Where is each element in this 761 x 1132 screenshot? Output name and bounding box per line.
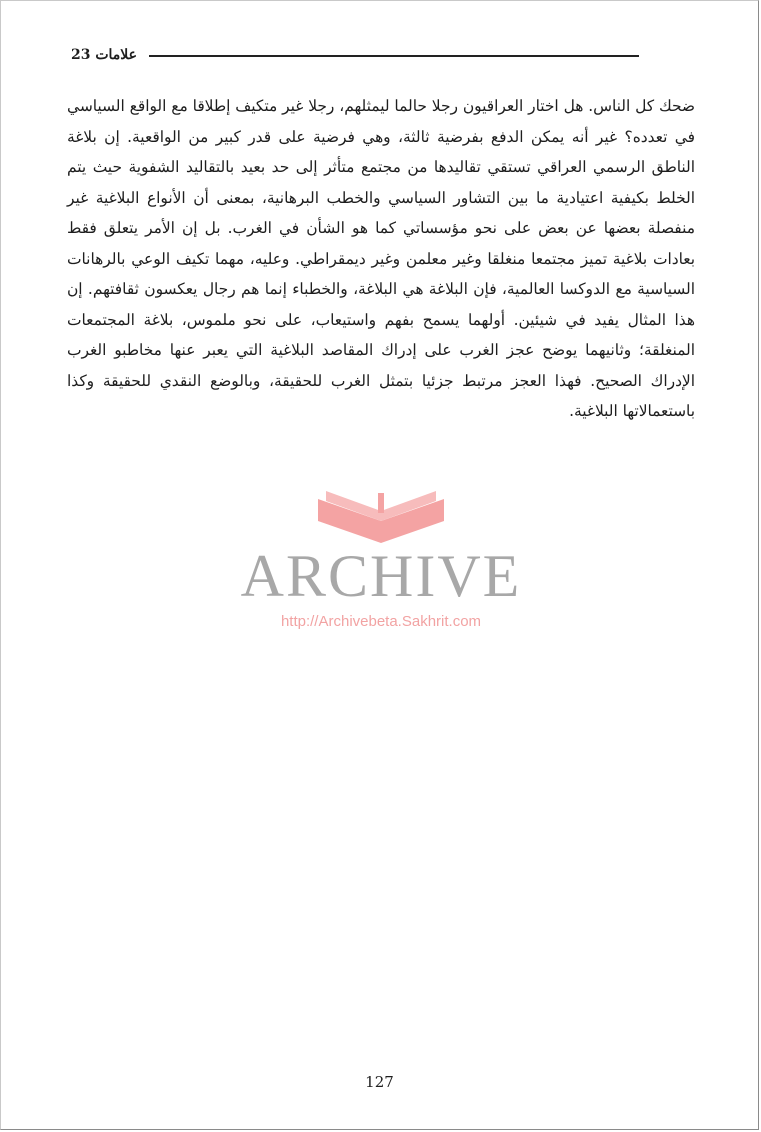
running-title: علامات 23: [71, 47, 138, 63]
header-rule: [149, 55, 639, 57]
watermark-word: ARCHIVE: [240, 543, 522, 609]
watermark-url: http://Archivebeta.Sakhrit.com: [280, 613, 482, 630]
page-number: 127: [365, 1073, 394, 1091]
running-header: [71, 45, 641, 73]
paragraph: ضحك كل الناس. هل اختار العراقيون رجلا حالما ليمثلهم، رجلا غير متكيف إطلاقا مع الواقع السياسي في تعدده؟ غير أنه يمكن الدفع بفرضية ثالثة، وهي فرضية على قدر كبير من الواقعية. إن بلاغة الناطق الرسمي العراقي تستقي تقاليدها من مجتمع متأثر إلى حد بعيد بالتقاليد الشفوية حيث يتم الخلط بكيفية اعتيادية ما بين التشاور السياسي والخطب البرهانية، بمعنى أن الأنواع البلاغية غير منفصلة بعضها عن بعض على نحو مؤسساتي كما هو الشأن في الغرب. بل إن الأمر يتعلق فقط بعادات بلاغية تميز مجتمعا منغلقا وغير معلمن وغير ديمقراطي. وعليه، مهما تكيف الوعي بالرهانات السياسية مع الدوكسا العالمية، فإن البلاغة هي البلاغة، والخطباء إنما هم رجال يعكسون ثقافتهم. إن هذا المثال يفيد في شيئين. أولهما يسمح بفهم واستيعاب، على نحو ملموس، بلاغة المجتمعات المنغلقة؛ وثانيهما يوضح عجز الغرب على إدراك المقاصد البلاغية التي يعبر عنها مخاطبو الغرب الإدراك الصحيح. فهذا العجز مرتبط جزئيا بتمثل الغرب للحقيقة، وبالوضع النقدي للحقيقة وكذا باستعمالاتها البلاغية.: [67, 97, 695, 420]
watermark: [231, 481, 531, 641]
body-text: [67, 91, 695, 427]
